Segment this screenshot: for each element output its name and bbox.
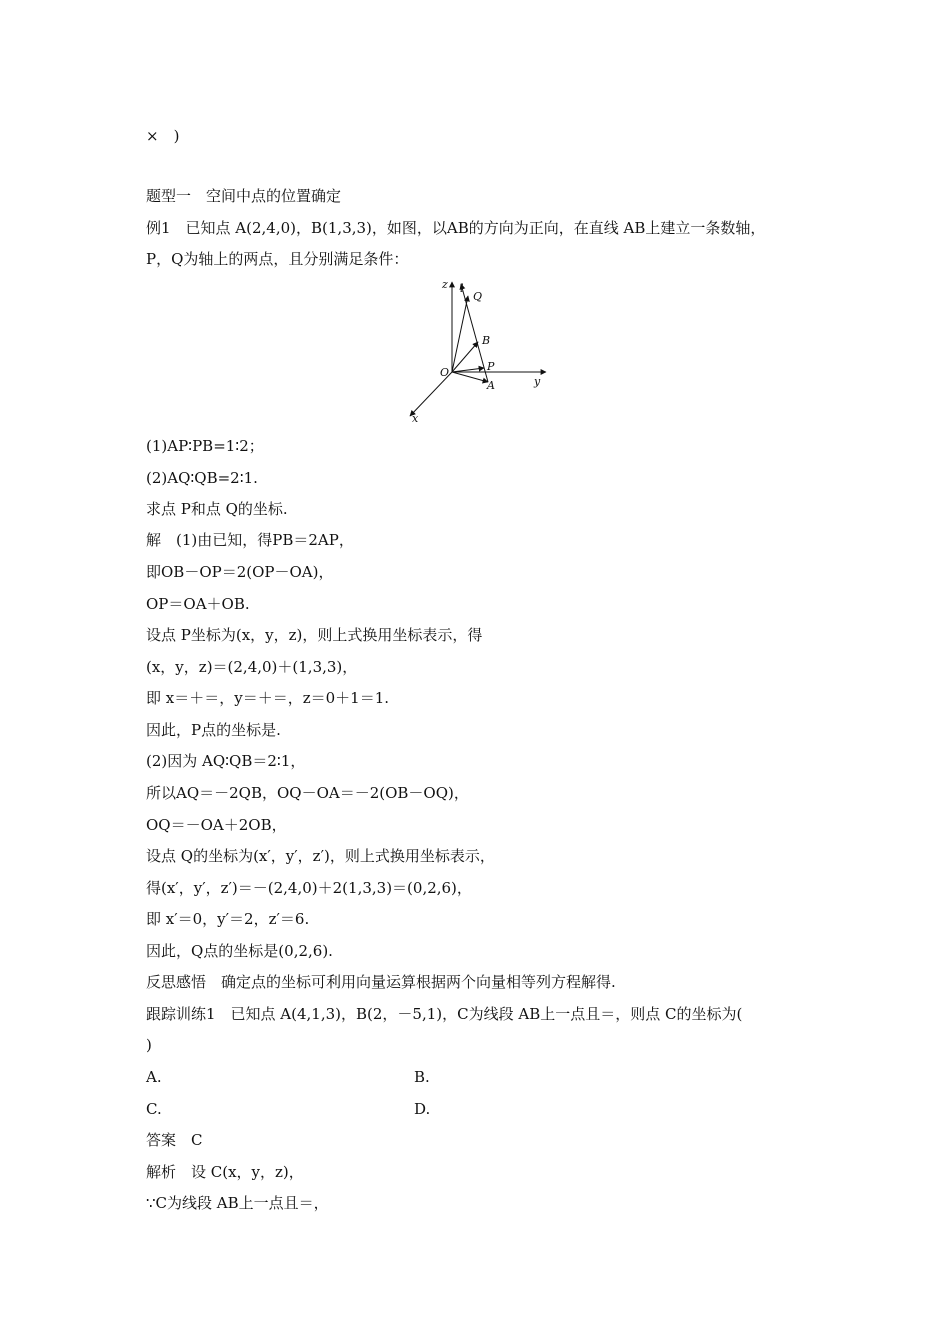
text-line-5: (2)AQ∶QB=2∶1. bbox=[146, 469, 258, 487]
analysis-line: 解析 设 C(x，y，z)， bbox=[146, 1163, 304, 1181]
vector-OB bbox=[452, 342, 478, 372]
text-line-16: OQ＝－OA＋2OB， bbox=[146, 816, 287, 834]
label-z: z bbox=[442, 278, 448, 291]
exercise-question-end: ) bbox=[146, 1036, 152, 1054]
label-B: B bbox=[482, 334, 491, 347]
label-l: l bbox=[460, 282, 464, 295]
label-O: O bbox=[440, 366, 450, 379]
text-line-9: OP＝OA＋OB. bbox=[146, 595, 250, 613]
label-y: y bbox=[534, 375, 541, 388]
label-Q: Q bbox=[473, 290, 483, 303]
option-b: B. bbox=[414, 1068, 430, 1086]
text-line-2: 例1 已知点 A(2,4,0)，B(1,3,3)，如图，以AB的方向为正向，在直线 AB上建立一条数轴， bbox=[146, 219, 766, 237]
text-line-7: 解 (1)由已知，得PB＝2AP， bbox=[146, 531, 354, 549]
text-line-20: 因此，Q点的坐标是(0,2,6). bbox=[146, 942, 333, 960]
vector-OQ bbox=[452, 296, 468, 372]
text-line-0: × ) bbox=[146, 127, 180, 145]
option-a: A. bbox=[146, 1068, 162, 1086]
text-line-17: 设点 Q的坐标为(x′，y′，z′)，则上式换用坐标表示， bbox=[146, 847, 495, 865]
vector-OA bbox=[452, 372, 488, 382]
text-line-10: 设点 P坐标为(x，y，z)，则上式换用坐标表示，得 bbox=[146, 626, 483, 644]
text-line-8: 即OB－OP＝2(OP－OA)， bbox=[146, 563, 334, 581]
text-line-14: (2)因为 AQ∶QB＝2∶1， bbox=[146, 752, 306, 770]
text-line-15: 所以AQ＝－2QB，OQ－OA＝－2(OB－OQ)， bbox=[146, 784, 469, 802]
text-line-6: 求点 P和点 Q的坐标. bbox=[146, 500, 288, 518]
exercise-question: 跟踪训练1 已知点 A(4,1,3)，B(2，－5,1)，C为线段 AB上一点且＝，则点 C的坐标为( bbox=[146, 1005, 743, 1023]
vector-OP bbox=[452, 368, 484, 372]
text-line-4: (1)AP∶PB=1∶2； bbox=[146, 437, 264, 455]
text-line-11: (x，y，z)＝(2,4,0)＋(1,3,3)， bbox=[146, 658, 358, 676]
reflection-note: 反思感悟 确定点的坐标可利用向量运算根据两个向量相等列方程解得. bbox=[146, 973, 616, 991]
text-line-18: 得(x′，y′，z′)＝－(2,4,0)＋2(1,3,3)＝(0,2,6)， bbox=[146, 879, 472, 897]
label-x: x bbox=[412, 412, 419, 425]
analysis-line-2: ∵C为线段 AB上一点且＝， bbox=[146, 1194, 329, 1212]
text-line-12: 即 x＝＋＝，y＝＋＝，z＝0＋1＝1. bbox=[146, 689, 390, 707]
label-A: A bbox=[487, 379, 495, 392]
text-line-19: 即 x′＝0，y′＝2，z′＝6. bbox=[146, 910, 310, 928]
option-d: D. bbox=[414, 1100, 431, 1118]
option-c: C. bbox=[146, 1100, 162, 1118]
label-P: P bbox=[487, 360, 495, 373]
text-line-13: 因此，P点的坐标是. bbox=[146, 721, 281, 739]
text-line-3: P，Q为轴上的两点，且分别满足条件： bbox=[146, 250, 409, 268]
answer-line: 答案 C bbox=[146, 1131, 203, 1149]
coordinate-figure bbox=[404, 276, 564, 426]
section-heading: 题型一 空间中点的位置确定 bbox=[146, 187, 342, 205]
